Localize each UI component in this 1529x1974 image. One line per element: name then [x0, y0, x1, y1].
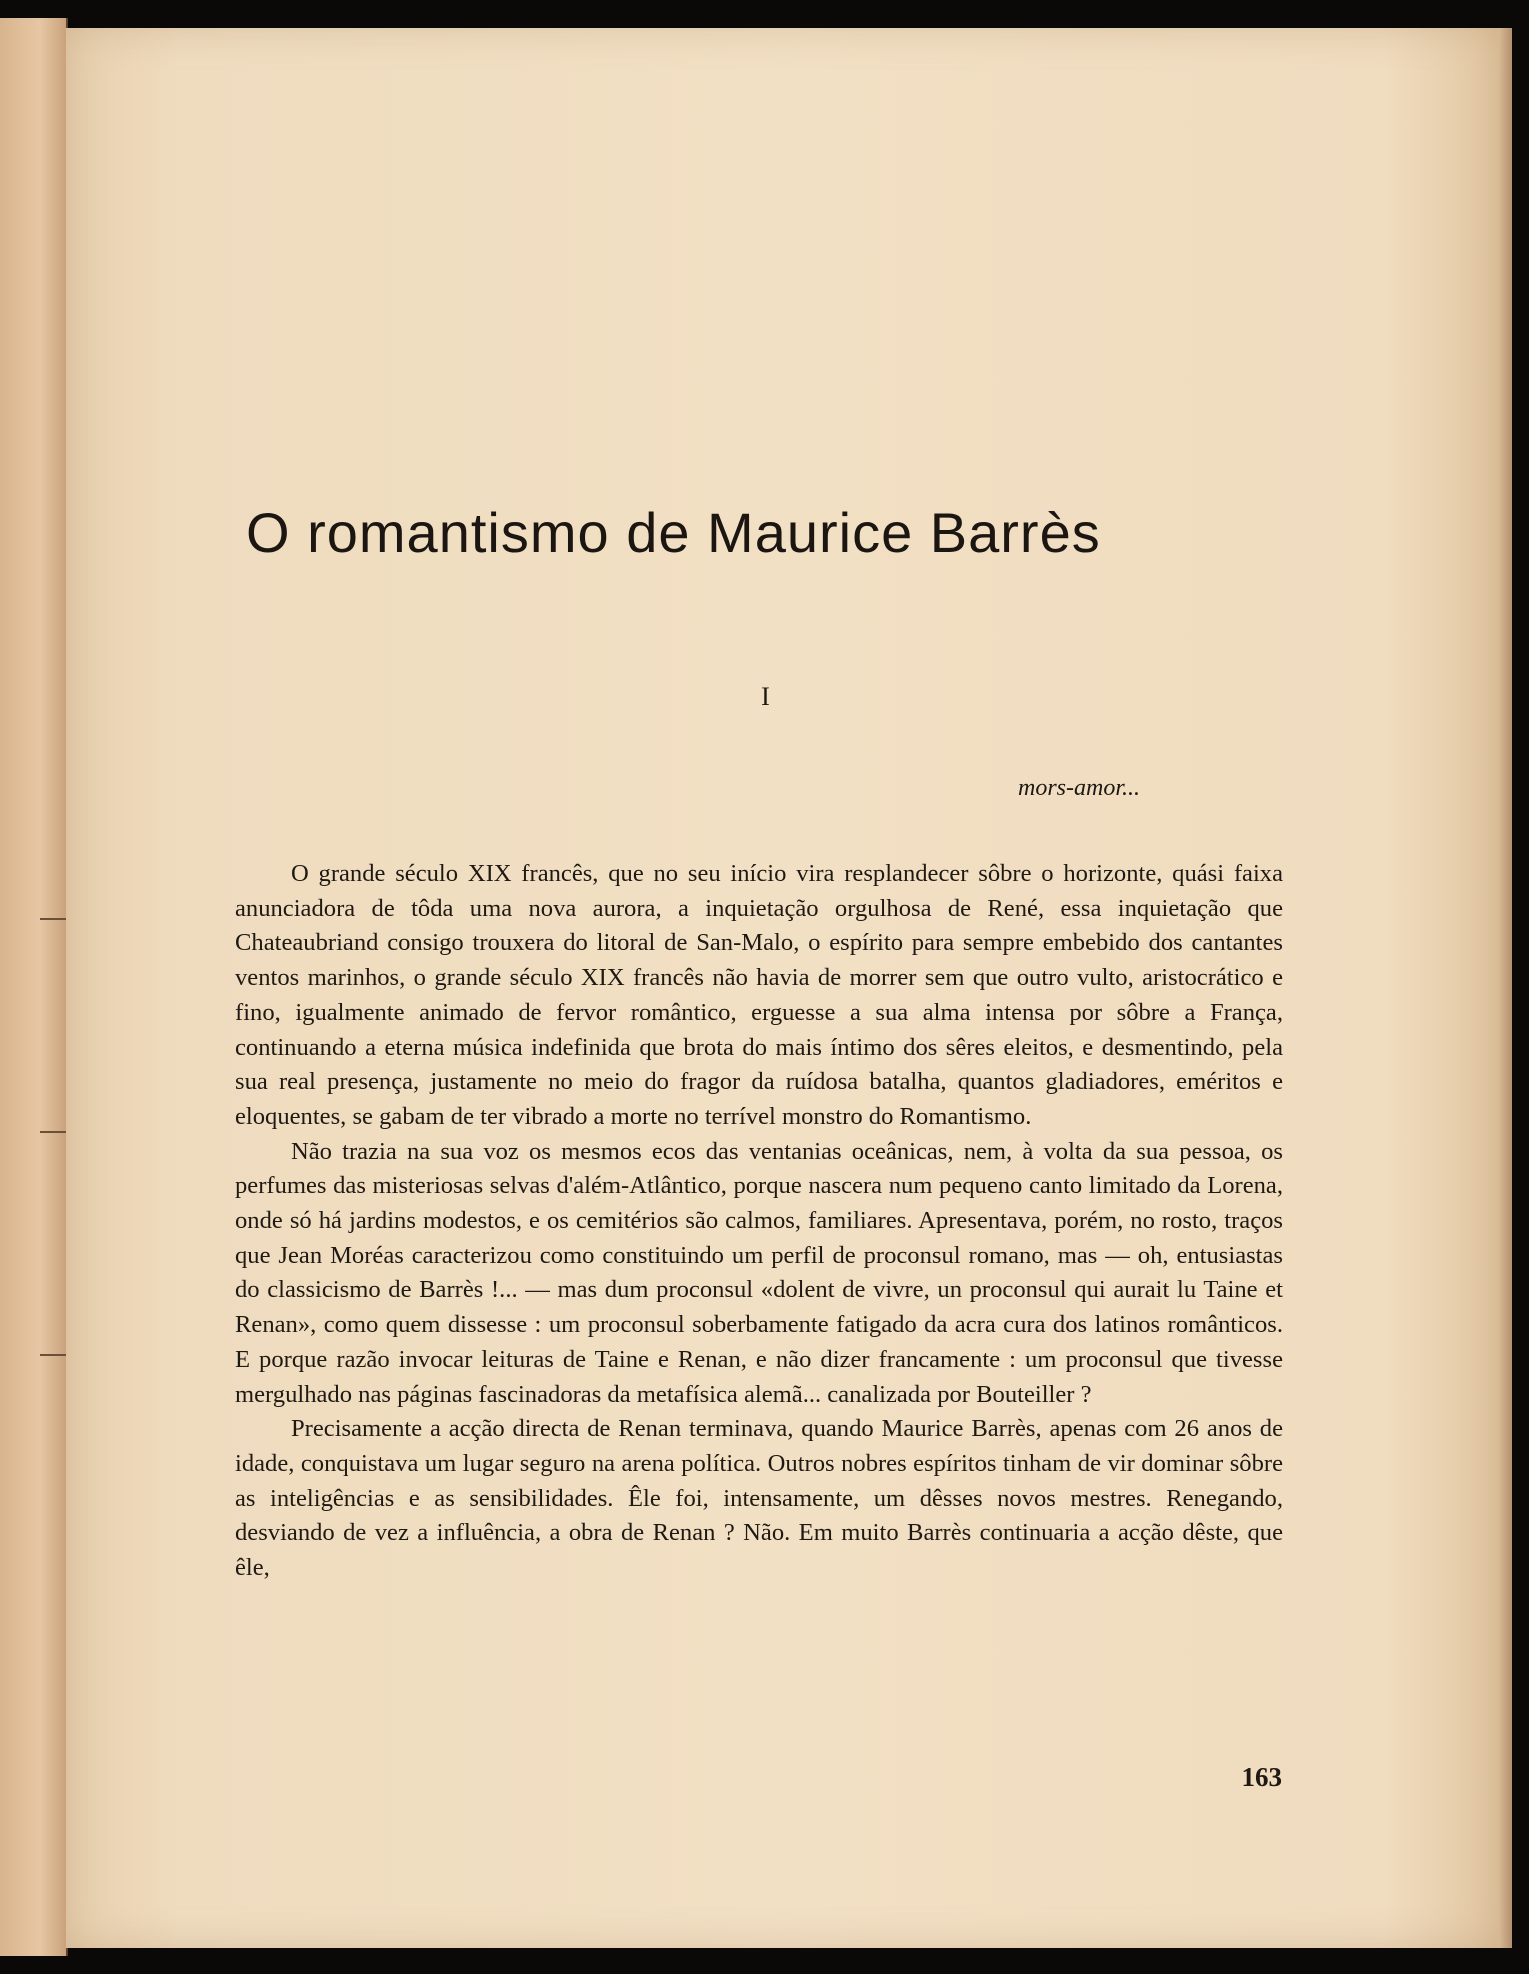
article-body — [235, 857, 1283, 1586]
section-number-text: I — [761, 682, 770, 711]
page-number: 163 — [1241, 1762, 1282, 1792]
paragraph: O grande século XIX francês, que no seu início vira resplandecer sôbre o horizonte, quási faixa anunciadora de tôda uma nova aurora, a inquietação orgulhosa de René, essa inquietação que Chateaubriand consigo trouxera do litoral de San-Malo, o espírito para sempre embebido dos cantantes ventos marinhos, o grande século XIX francês não havia de morrer sem que outro vulto, aristocrático e fino, igualmente animado de fervor romântico, erguesse a sua alma intensa por sôbre a França, continuando a eterna música indefinida que brota do mais íntimo dos sêres eleitos, e desmentindo, pela sua real presença, justamente no meio do fragor da ruídosa batalha, quantos gladiadores, eméritos e eloquentes, se gabam de ter vibrado a morte no terrível monstro do Romantismo. — [235, 860, 1283, 1130]
article-title: O romantismo de Maurice Barrès — [246, 501, 1101, 564]
epigraph: mors-amor... — [1017, 775, 1140, 801]
paragraph: Não trazia na sua voz os mesmos ecos das ventanias oceânicas, nem, à volta da sua pessoa, os perfumes das misteriosas selvas d'além-Atlântico, porque nascera num pequeno canto limitado da Lorena, onde só há jardins modestos, e os cemitérios são calmos, familiares. Apresentava, porém, no rosto, traços que Jean Moréas caracterizou como constituindo um perfil de proconsul romano, mas — oh, entusiastas do classicismo de Barrès !... — mas dum proconsul «dolent de vivre, un proconsul qui aurait lu Taine et Renan», como quem dissesse : um proconsul soberbamente fatigado da acra cura dos latinos românticos. E porque razão invocar leituras de Taine e Renan, e não dizer francamente : um proconsul que tivesse mergulhado nas páginas fascinadoras da metafísica alemã... canalizada por Bouteiller ? — [235, 1137, 1283, 1408]
page-right-edge — [1498, 28, 1512, 1948]
paragraph: Precisamente a acção directa de Renan terminava, quando Maurice Barrès, apenas com 26 anos de idade, conquistava um lugar seguro na arena política. Outros nobres espíritos tinham de vir dominar sôbre as inteligências e as sensibilidades. Êle foi, intensamente, um dêsses novos mestres. Renegando, desviando de vez a influência, a obra de Renan ? Não. Em muito Barrès continuaria a acção dêste, que êle, — [235, 1415, 1283, 1582]
section-number — [0, 682, 1529, 712]
previous-page-edge — [0, 18, 68, 1956]
